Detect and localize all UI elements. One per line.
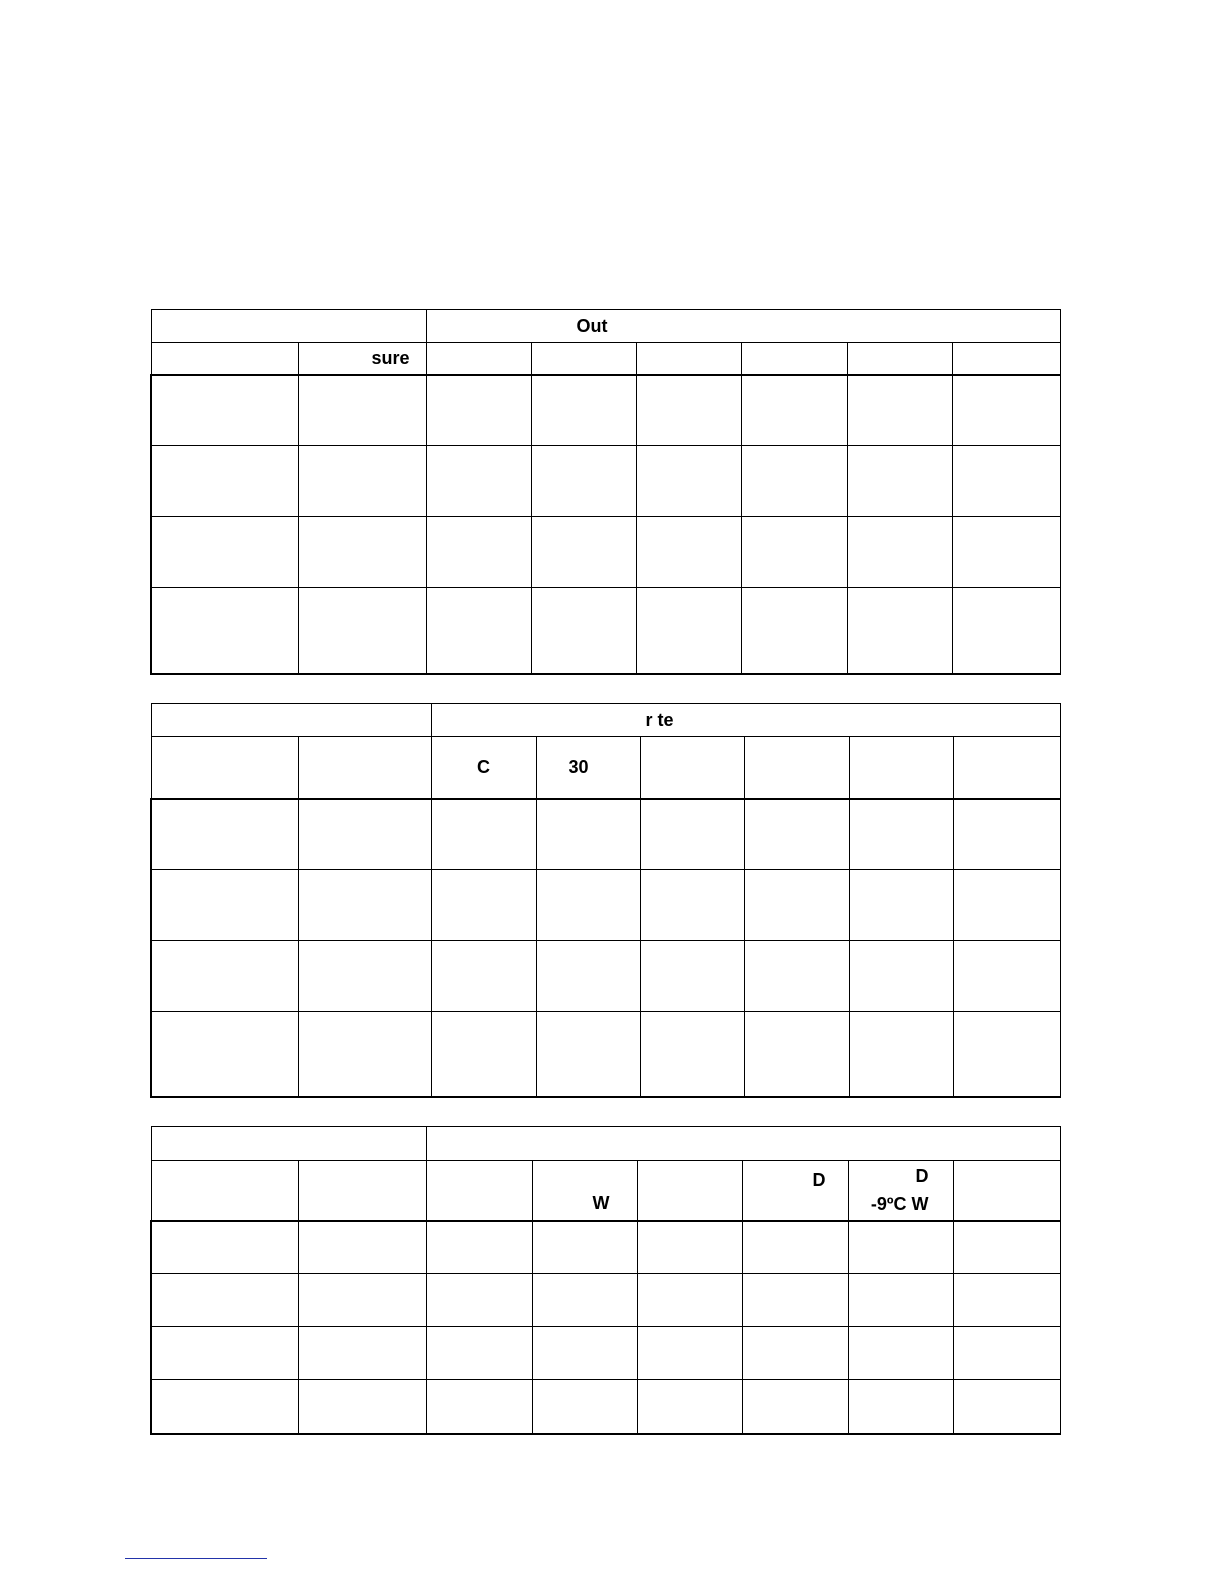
table-cell bbox=[426, 1380, 532, 1434]
table-3-subheader-cell bbox=[298, 1161, 426, 1221]
table-3-subheader-cell bbox=[426, 1161, 532, 1221]
table-cell bbox=[151, 1327, 298, 1380]
table-cell bbox=[298, 1221, 426, 1274]
table-1-subheader-cell bbox=[426, 343, 531, 375]
table-cell bbox=[741, 517, 847, 588]
table-cell bbox=[298, 1327, 426, 1380]
table-cell bbox=[741, 446, 847, 517]
table-cell bbox=[637, 1274, 742, 1327]
table-2-subheader-cell bbox=[849, 737, 953, 799]
table-cell bbox=[952, 588, 1060, 674]
table-cell bbox=[744, 1012, 849, 1097]
table-cell bbox=[636, 375, 741, 446]
table-cell bbox=[536, 799, 640, 870]
table-row bbox=[151, 799, 1060, 870]
table-2-subheader-cell bbox=[298, 737, 431, 799]
table-1 bbox=[150, 309, 1061, 675]
table-row bbox=[151, 588, 1060, 674]
table-cell bbox=[849, 870, 953, 941]
table-cell bbox=[847, 446, 952, 517]
table-row bbox=[151, 1221, 1060, 1274]
table-cell bbox=[640, 1012, 744, 1097]
table-cell bbox=[151, 799, 298, 870]
table-2-subheader-cell bbox=[640, 737, 744, 799]
table-cell bbox=[298, 1380, 426, 1434]
table-cell bbox=[952, 446, 1060, 517]
table-cell bbox=[742, 1327, 848, 1380]
table-2-subheader-cell bbox=[953, 737, 1060, 799]
table-cell bbox=[741, 375, 847, 446]
table-cell bbox=[953, 941, 1060, 1012]
table-cell bbox=[151, 375, 298, 446]
table-cell bbox=[742, 1274, 848, 1327]
table-cell bbox=[151, 1012, 298, 1097]
table-1-subheader-cell bbox=[847, 343, 952, 375]
table-cell bbox=[426, 517, 531, 588]
table-row bbox=[151, 517, 1060, 588]
table-2-title-row bbox=[151, 704, 1060, 737]
table-cell bbox=[532, 1274, 637, 1327]
table-cell bbox=[151, 446, 298, 517]
table-cell bbox=[151, 941, 298, 1012]
table-cell bbox=[536, 1012, 640, 1097]
table-cell bbox=[151, 1380, 298, 1434]
table-cell bbox=[640, 799, 744, 870]
table-cell bbox=[298, 517, 426, 588]
table-1-title-left-cell bbox=[151, 310, 426, 343]
table-1-subheader-cell bbox=[531, 343, 636, 375]
table-cell bbox=[532, 1327, 637, 1380]
table-2-subheader-row bbox=[151, 737, 1060, 799]
table-cell bbox=[298, 446, 426, 517]
table-cell bbox=[952, 517, 1060, 588]
table-cell bbox=[426, 446, 531, 517]
table-cell bbox=[298, 870, 431, 941]
table-3-subheader-row bbox=[151, 1161, 1060, 1221]
table-cell bbox=[637, 1380, 742, 1434]
table-cell bbox=[849, 799, 953, 870]
table-1-title: Out bbox=[576, 316, 608, 336]
table-cell bbox=[298, 1274, 426, 1327]
table-cell bbox=[531, 446, 636, 517]
table-cell bbox=[953, 1327, 1060, 1380]
table-cell bbox=[953, 1012, 1060, 1097]
table-cell bbox=[849, 941, 953, 1012]
table-cell bbox=[744, 941, 849, 1012]
table-3-title-row bbox=[151, 1127, 1060, 1161]
footnote-separator bbox=[125, 1558, 267, 1559]
table-cell bbox=[952, 375, 1060, 446]
table-3-title-left-cell bbox=[151, 1127, 426, 1161]
table-cell bbox=[298, 1012, 431, 1097]
table-2-title-left-cell bbox=[151, 704, 431, 737]
table-2-subheader-cell bbox=[744, 737, 849, 799]
table-cell bbox=[531, 375, 636, 446]
table-cell bbox=[953, 1274, 1060, 1327]
table-cell bbox=[298, 588, 426, 674]
table-2-temp-value-label: 30 bbox=[568, 757, 589, 778]
table-cell bbox=[426, 1327, 532, 1380]
table-cell bbox=[953, 870, 1060, 941]
table-2-subheader-cell bbox=[431, 737, 536, 799]
table-row bbox=[151, 1327, 1060, 1380]
table-1-subheader-row bbox=[151, 343, 1060, 375]
table-cell bbox=[431, 941, 536, 1012]
table-cell bbox=[637, 1221, 742, 1274]
table-1-pressure-label: sure bbox=[371, 348, 410, 369]
table-cell bbox=[744, 870, 849, 941]
table-row bbox=[151, 941, 1060, 1012]
table-cell bbox=[637, 1327, 742, 1380]
table-cell bbox=[640, 941, 744, 1012]
table-cell bbox=[298, 799, 431, 870]
table-cell bbox=[426, 1274, 532, 1327]
table-cell bbox=[636, 588, 741, 674]
table-cell bbox=[151, 1274, 298, 1327]
table-cell bbox=[847, 517, 952, 588]
table-3-title-cell bbox=[426, 1127, 1060, 1161]
table-cell bbox=[848, 1327, 953, 1380]
table-2 bbox=[150, 703, 1061, 1098]
table-cell bbox=[742, 1221, 848, 1274]
table-cell bbox=[151, 870, 298, 941]
table-cell bbox=[431, 870, 536, 941]
table-cell bbox=[426, 1221, 532, 1274]
table-3-d-label: D bbox=[812, 1170, 826, 1190]
table-cell bbox=[847, 588, 952, 674]
table-cell bbox=[151, 588, 298, 674]
table-3 bbox=[150, 1126, 1061, 1435]
table-cell bbox=[848, 1221, 953, 1274]
table-cell bbox=[847, 375, 952, 446]
table-2-subheader-cell bbox=[536, 737, 640, 799]
table-row bbox=[151, 1274, 1060, 1327]
table-row bbox=[151, 446, 1060, 517]
table-cell bbox=[640, 870, 744, 941]
table-cell bbox=[298, 375, 426, 446]
table-cell bbox=[431, 799, 536, 870]
table-cell bbox=[426, 588, 531, 674]
table-2-subheader-cell bbox=[151, 737, 298, 799]
table-cell bbox=[531, 517, 636, 588]
table-cell bbox=[636, 446, 741, 517]
table-3-w-label: W bbox=[592, 1192, 610, 1213]
table-2-title: r te bbox=[645, 710, 674, 730]
table-cell bbox=[532, 1380, 637, 1434]
table-1-subheader-cell bbox=[952, 343, 1060, 375]
table-1-title-row bbox=[151, 310, 1060, 343]
table-1-subheader-cell bbox=[636, 343, 741, 375]
table-cell bbox=[151, 517, 298, 588]
table-cell bbox=[953, 1380, 1060, 1434]
table-row bbox=[151, 375, 1060, 446]
table-2-title-cell bbox=[431, 704, 1060, 737]
table-cell bbox=[536, 941, 640, 1012]
table-3-d-label-2: D bbox=[915, 1166, 929, 1187]
table-cell bbox=[953, 1221, 1060, 1274]
table-cell bbox=[636, 517, 741, 588]
table-cell bbox=[849, 1012, 953, 1097]
table-3-subheader-cell bbox=[151, 1161, 298, 1221]
table-cell bbox=[431, 1012, 536, 1097]
table-cell bbox=[151, 1221, 298, 1274]
table-cell bbox=[848, 1274, 953, 1327]
table-2-temp-unit-label: C bbox=[477, 757, 490, 778]
table-cell bbox=[741, 588, 847, 674]
table-cell bbox=[426, 375, 531, 446]
table-cell bbox=[744, 799, 849, 870]
table-row bbox=[151, 870, 1060, 941]
table-1-title-cell bbox=[426, 310, 1060, 343]
table-1-subheader-cell bbox=[741, 343, 847, 375]
table-cell bbox=[848, 1380, 953, 1434]
table-3-subheader-cell bbox=[953, 1161, 1060, 1221]
table-row bbox=[151, 1012, 1060, 1097]
table-3-temp-w-label: -9ºC W bbox=[870, 1194, 929, 1215]
table-cell bbox=[536, 870, 640, 941]
table-cell bbox=[532, 1221, 637, 1274]
table-cell bbox=[953, 799, 1060, 870]
table-3-subheader-cell bbox=[637, 1161, 742, 1221]
table-1-subheader-cell bbox=[298, 343, 426, 375]
table-3-subheader-cell bbox=[532, 1161, 637, 1221]
table-cell bbox=[298, 941, 431, 1012]
table-1-subheader-cell bbox=[151, 343, 298, 375]
table-row bbox=[151, 1380, 1060, 1434]
table-cell bbox=[742, 1380, 848, 1434]
table-3-subheader-cell bbox=[742, 1161, 848, 1221]
table-cell bbox=[531, 588, 636, 674]
table-3-subheader-cell bbox=[848, 1161, 953, 1221]
